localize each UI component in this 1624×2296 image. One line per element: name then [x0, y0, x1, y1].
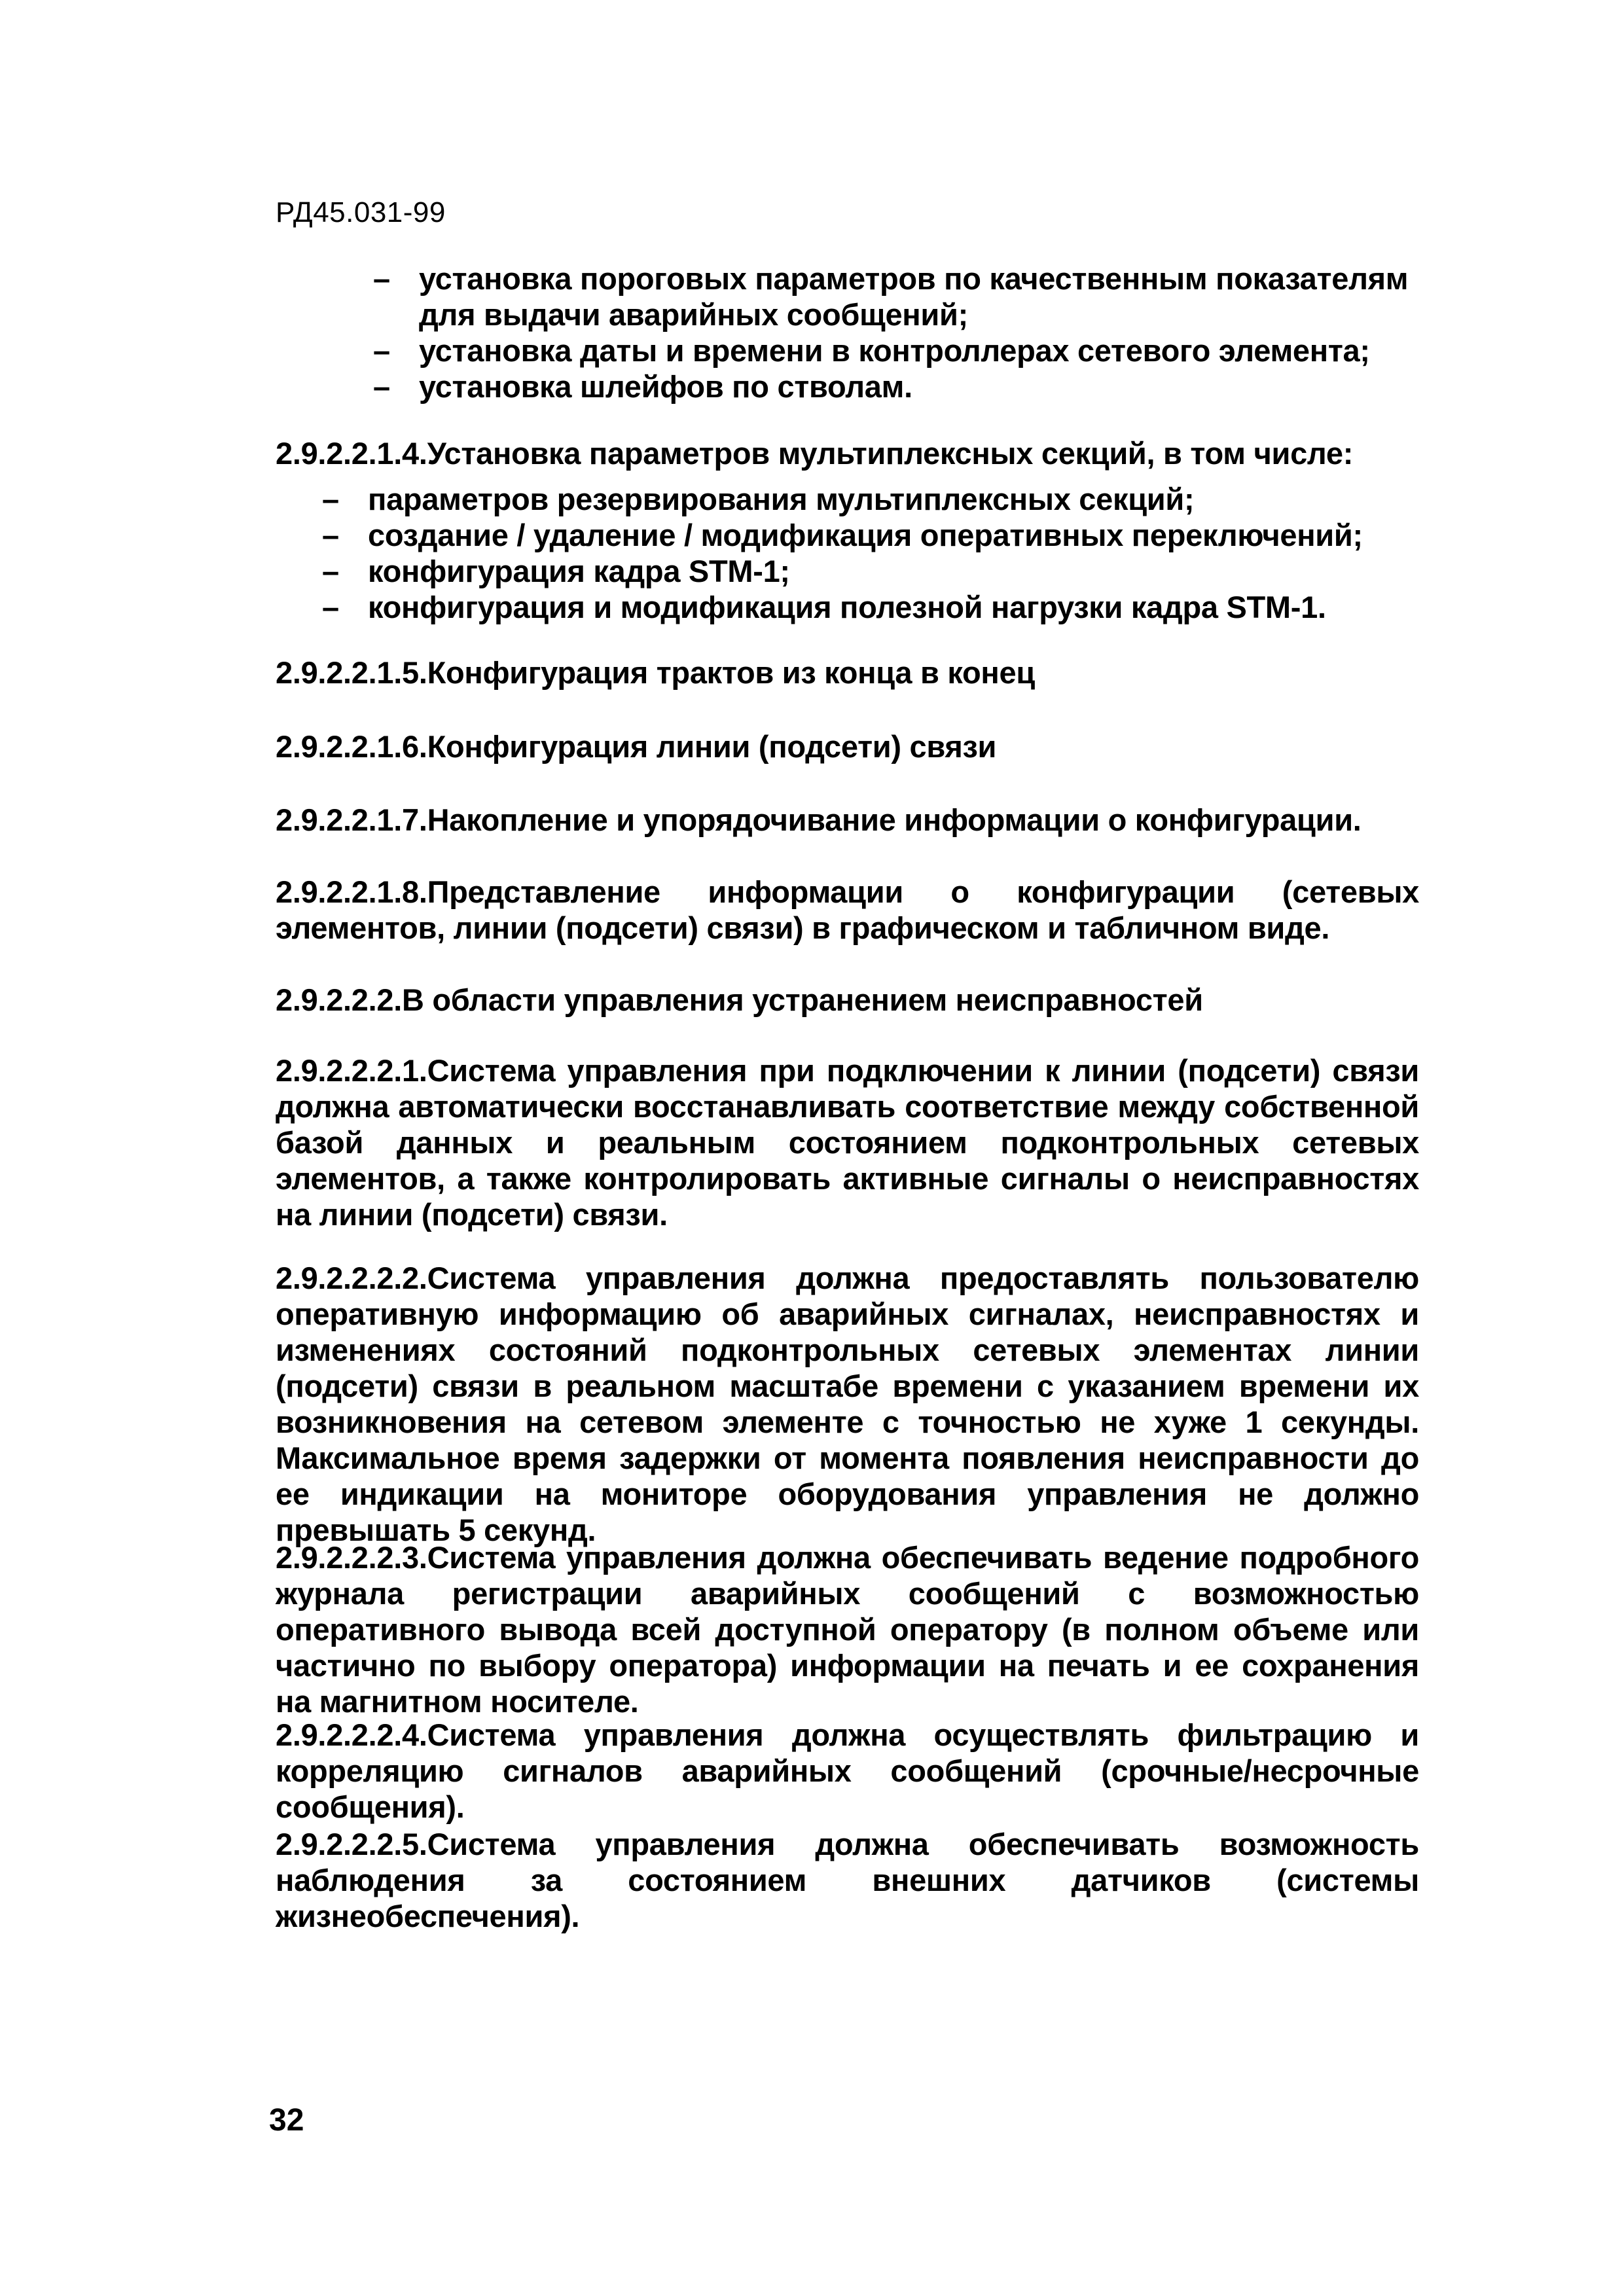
- section-2-9-2-2-2-3: 2.9.2.2.2.3.Система управления должна обеспечивать ведение подробного журнала регистрации аварийных сообщений с возможностью оперативного вывода всей доступной оператору (в полном объеме или частично по выбору оператора) информации на печать и ее сохранения на магнитном носителе.: [276, 1540, 1419, 1719]
- list-item: [322, 589, 1435, 625]
- list-dash: –: [322, 518, 339, 552]
- section-2-9-2-2-1-8: 2.9.2.2.1.8.Представление информации о конфигурации (сетевых элементов, линии (подсети) связи) в графическом и табличном виде.: [276, 874, 1419, 945]
- section-2-9-2-2-2-4: 2.9.2.2.2.4.Система управления должна осуществлять фильтрацию и корреляцию сигналов аварийных сообщений (срочные/несрочные сообщения).: [276, 1717, 1419, 1824]
- section-2-9-2-2-1-4: 2.9.2.2.1.4.Установка параметров мультиплексных секций, в том числе:: [276, 436, 1354, 471]
- list-item-text: конфигурация и модификация полезной нагрузки кадра STM-1.: [368, 590, 1326, 624]
- list-item: [373, 260, 1420, 332]
- list-item-text: параметров резервирования мультиплексных секций;: [368, 482, 1195, 516]
- section-2-9-2-2-1-5: 2.9.2.2.1.5.Конфигурация трактов из конца в конец: [276, 655, 1035, 690]
- list-item: [322, 481, 1435, 517]
- document-code: РД45.031-99: [276, 196, 446, 228]
- section-2-9-2-2-1-6: 2.9.2.2.1.6.Конфигурация линии (подсети) связи: [276, 729, 997, 764]
- mux-section-parameters-list: [322, 481, 1435, 625]
- section-2-9-2-2-2-5: 2.9.2.2.2.5.Система управления должна обеспечивать возможность наблюдения за состоянием внешних датчиков (системы жизнеобеспечения).: [276, 1827, 1419, 1933]
- section-2-9-2-2-1-7: 2.9.2.2.1.7.Накопление и упорядочивание информации о конфигурации.: [276, 802, 1362, 837]
- section-2-9-2-2-2-1: 2.9.2.2.2.1.Система управления при подключении к линии (подсети) связи должна автоматически восстанавливать соответствие между собственной базой данных и реальным состоянием подконтрольных сетевых элементов, а также контролировать активные сигналы о неисправностях на линии (подсети) связи.: [276, 1053, 1419, 1232]
- list-dash: –: [322, 554, 339, 588]
- list-item-text: конфигурация кадра STM-1;: [368, 554, 790, 588]
- list-item-text: установка пороговых параметров по качественным показателям для выдачи аварийных сообщений;: [419, 261, 1409, 332]
- list-dash: –: [322, 590, 339, 624]
- list-item: [373, 332, 1420, 368]
- list-dash: –: [373, 369, 390, 404]
- config-settings-list: [373, 260, 1420, 404]
- section-2-9-2-2-2: 2.9.2.2.2.В области управления устранением неисправностей: [276, 982, 1203, 1017]
- list-item: [322, 517, 1435, 553]
- list-item-text: установка шлейфов по стволам.: [419, 369, 912, 404]
- list-item: [373, 368, 1420, 404]
- list-dash: –: [373, 333, 390, 368]
- list-dash: –: [373, 261, 390, 296]
- list-item-text: создание / удаление / модификация оперативных переключений;: [368, 518, 1363, 552]
- list-item-text: установка даты и времени в контроллерах сетевого элемента;: [419, 333, 1370, 368]
- page-number: 32: [269, 2103, 304, 2138]
- list-item: [322, 553, 1435, 589]
- section-2-9-2-2-2-2: 2.9.2.2.2.2.Система управления должна предоставлять пользователю оперативную информацию об аварийных сигналах, неисправностях и изменениях состояний подконтрольных сетевых элементах линии (подсети) связи в реальном масштабе времени с указанием времени их возникновения на сетевом элементе с точностью не хуже 1 секунды. Максимальное время задержки от момента появления неисправности до ее индикации на мониторе оборудования управления не должно превышать 5 секунд.: [276, 1261, 1419, 1547]
- list-dash: –: [322, 482, 339, 516]
